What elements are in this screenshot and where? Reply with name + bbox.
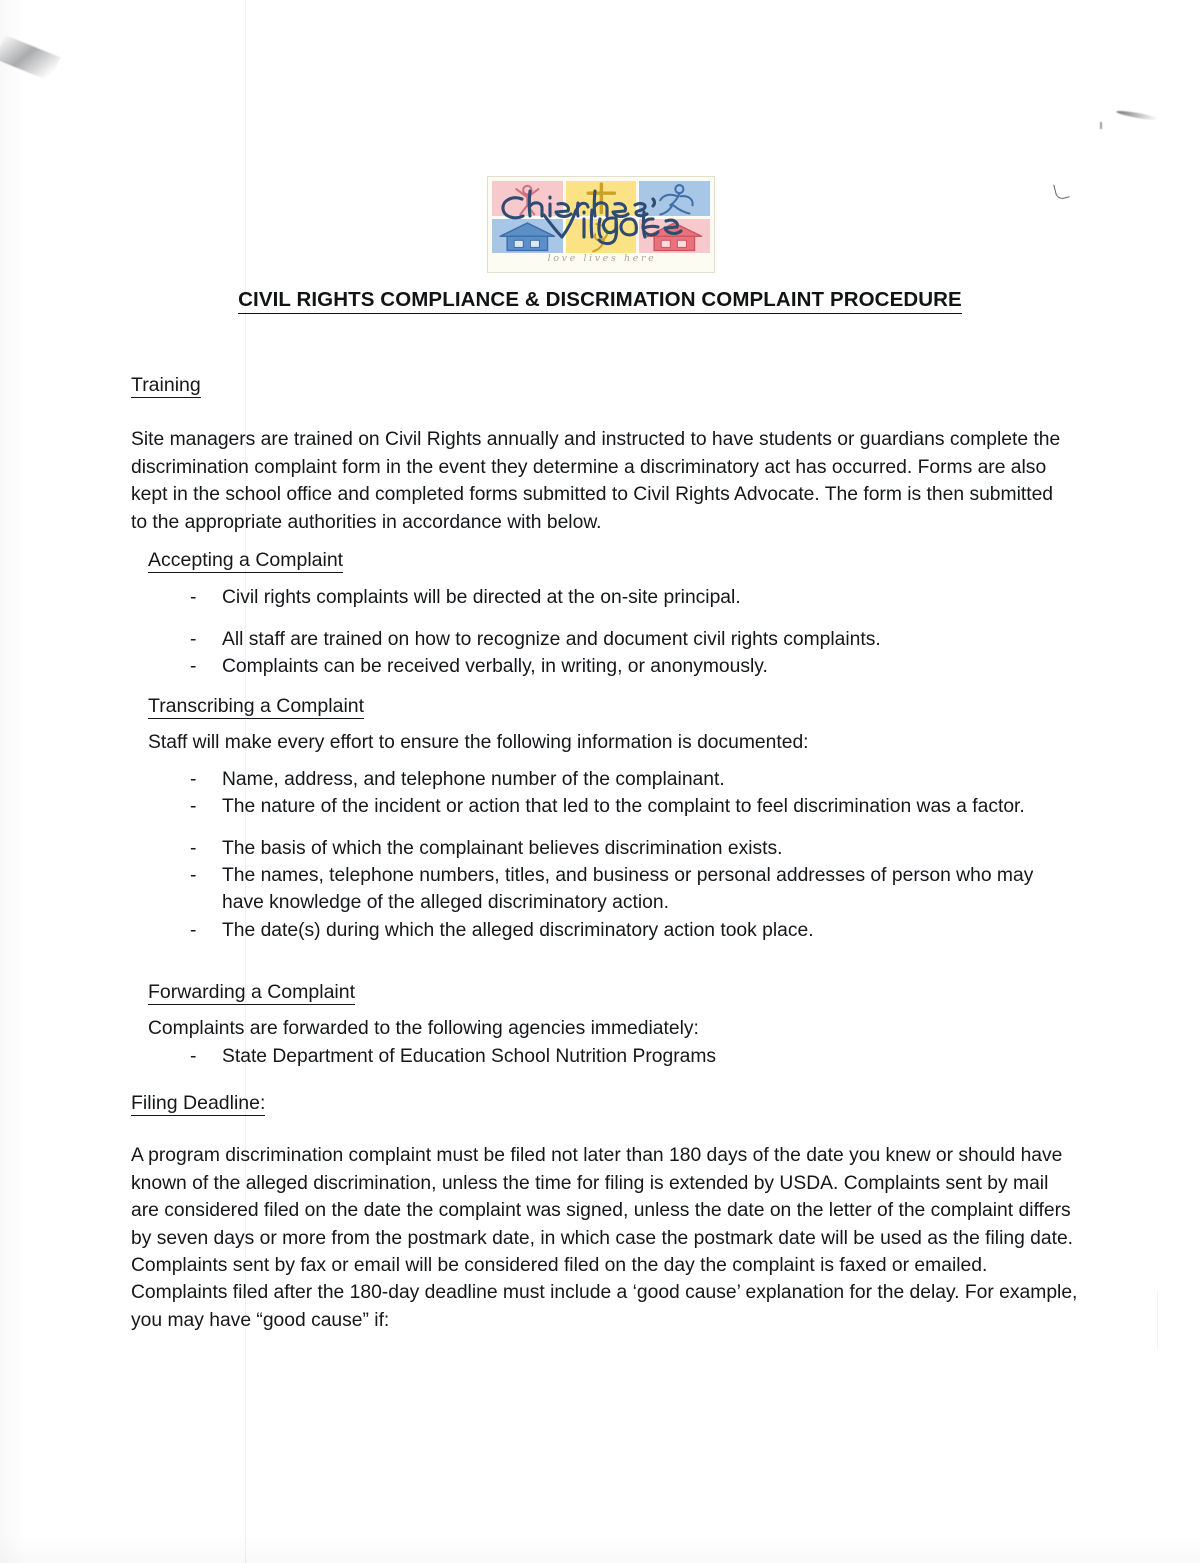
heading-text: Training bbox=[131, 374, 201, 396]
scan-crease-line-right bbox=[1157, 1290, 1158, 1350]
list-item: - Complaints can be received verbally, in writing, or anonymously. bbox=[148, 653, 1078, 680]
heading-text: Forwarding a Complaint bbox=[148, 981, 356, 1003]
section-transcribing-a-complaint bbox=[148, 695, 1078, 944]
scan-streak-top-right bbox=[1116, 109, 1160, 122]
section-heading-training bbox=[131, 374, 1071, 397]
section-training bbox=[131, 374, 1071, 536]
heading-text: Accepting a Complaint bbox=[148, 549, 344, 571]
logo-cell-swirl-yellow bbox=[566, 219, 637, 254]
list-item: - The names, telephone numbers, titles, and business or personal addresses of person who may have knowledge of the alleged discriminatory action. bbox=[148, 862, 1078, 917]
section-heading-accepting bbox=[148, 549, 1078, 572]
page-edge-shading bbox=[0, 0, 26, 1563]
logo-cell-cross-yellow bbox=[566, 181, 637, 216]
list-item: - All staff are trained on how to recognize and document civil rights complaints. bbox=[148, 626, 1078, 653]
childrens-village-logo bbox=[487, 176, 715, 273]
scan-streak-top-left bbox=[0, 35, 61, 82]
section-forwarding-a-complaint bbox=[148, 981, 1078, 1070]
heading-text: Filing Deadline: bbox=[131, 1092, 266, 1114]
filing-deadline-paragraph: A program discrimination complaint must be filed not later than 180 days of the date you knew or should have known of the alleged discrimination, unless the time for filing is extended by USDA. Complaints sent by mail are considered filed on the date the complaint was signed, unless the date on the letter of the complaint differs by seven days or more from the postmark date, in which case the postmark date will be used as the filing date. Complaints sent by fax or email will be considered filed on the day the complaint is faxed or emailed. Complaints filed after the 180-day deadline must include a ‘good cause’ explanation for the delay. For example, you may have “good cause” if: bbox=[131, 1145, 1078, 1331]
heading-text: Transcribing a Complaint bbox=[148, 695, 365, 717]
section-accepting-a-complaint bbox=[148, 549, 1078, 681]
accepting-bullet-list bbox=[148, 584, 1078, 680]
document-title-text: CIVIL RIGHTS COMPLIANCE & DISCRIMATION COMPLAINT PROCEDURE bbox=[238, 288, 962, 314]
scan-speck bbox=[1100, 122, 1102, 129]
list-item: - Civil rights complaints will be directed at the on-site principal. bbox=[148, 584, 1078, 611]
transcribing-bullet-list bbox=[148, 766, 1078, 944]
document-title bbox=[0, 288, 1200, 312]
list-item: - State Department of Education School Nutrition Programs bbox=[148, 1043, 1078, 1070]
logo-cell-child-figure-pink bbox=[492, 181, 563, 216]
list-item: - The date(s) during which the alleged discriminatory action took place. bbox=[148, 917, 1078, 944]
section-heading-transcribing bbox=[148, 695, 1078, 718]
transcribing-paragraph: Staff will make every effort to ensure the following information is documented: bbox=[148, 732, 809, 754]
page-bottom-shading bbox=[0, 1533, 1200, 1563]
forwarding-bullet-list bbox=[148, 1043, 1078, 1070]
scan-pen-mark bbox=[1053, 182, 1069, 201]
logo-cell-house-blue bbox=[492, 219, 563, 254]
list-item: - The basis of which the complainant believes discrimination exists. bbox=[148, 835, 1078, 862]
section-filing-deadline bbox=[131, 1092, 1081, 1334]
list-item: - The nature of the incident or action that led to the complaint to feel discrimination was a factor. bbox=[148, 793, 1078, 820]
forwarding-paragraph: Complaints are forwarded to the following agencies immediately: bbox=[148, 1018, 699, 1040]
list-item: - Name, address, and telephone number of the complainant. bbox=[148, 766, 1078, 793]
section-heading-filing-deadline bbox=[131, 1092, 1081, 1115]
logo-tagline: love lives here bbox=[547, 253, 657, 264]
training-paragraph: Site managers are trained on Civil Rights annually and instructed to have students or guardians complete the discrimination complaint form in the event they determine a discriminatory act has occurred. Forms are also kept in the school office and completed forms submitted to Civil Rights Advocate. The form is then submitted to the appropriate authorities in accordance with below. bbox=[131, 429, 1061, 533]
logo-color-grid bbox=[492, 181, 710, 253]
logo-cell-child-figure-blue bbox=[639, 181, 710, 216]
logo-cell-house-pink bbox=[639, 219, 710, 254]
section-heading-forwarding bbox=[148, 981, 1078, 1004]
